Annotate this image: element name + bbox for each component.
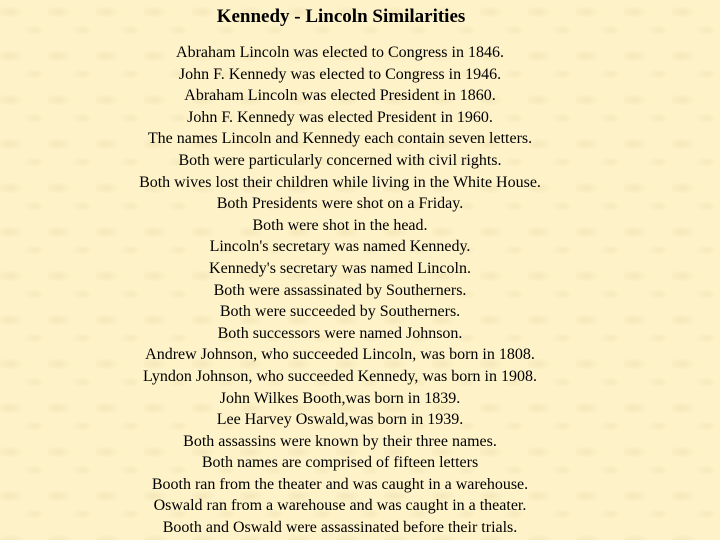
list-item: Lee Harvey Oswald,was born in 1939. <box>216 411 464 429</box>
slide-title: Kennedy - Lincoln Similarities <box>216 6 466 27</box>
list-item: John F. Kennedy was elected to Congress in 1946. <box>178 65 502 83</box>
list-item: John F. Kennedy was elected President in 1960. <box>187 108 493 126</box>
list-item: Lyndon Johnson, who succeeded Kennedy, was born in 1908. <box>142 367 537 385</box>
similarities-list <box>0 42 680 539</box>
list-item: Kennedy's secretary was named Lincoln. <box>209 259 471 277</box>
list-item: Both were assassinated by Southerners. <box>213 281 467 299</box>
list-item: Abraham Lincoln was elected President in 1860. <box>184 87 496 105</box>
list-item: Andrew Johnson, who succeeded Lincoln, was born in 1808. <box>145 346 535 364</box>
list-item: Booth ran from the theater and was caught in a warehouse. <box>151 475 529 493</box>
list-item: Both were succeeded by Southerners. <box>219 303 461 321</box>
list-item: Oswald ran from a warehouse and was caught in a theater. <box>153 497 527 515</box>
list-item: Lincoln's secretary was named Kennedy. <box>209 238 471 256</box>
list-item: Both names are comprised of fifteen letters <box>201 454 479 472</box>
list-item: Booth and Oswald were assassinated before their trials. <box>162 519 518 537</box>
list-item: Both successors were named Johnson. <box>217 324 463 342</box>
list-item: Both Presidents were shot on a Friday. <box>216 195 464 213</box>
list-item: Both assassins were known by their three names. <box>183 432 497 450</box>
list-item: John Wilkes Booth,was born in 1839. <box>219 389 461 407</box>
list-item: Abraham Lincoln was elected to Congress in 1846. <box>176 44 504 61</box>
list-item: Both were shot in the head. <box>252 216 428 234</box>
list-item: Both wives lost their children while living in the White House. <box>139 173 541 191</box>
list-item: Both were particularly concerned with civil rights. <box>178 151 502 169</box>
list-item: The names Lincoln and Kennedy each contain seven letters. <box>147 130 533 148</box>
